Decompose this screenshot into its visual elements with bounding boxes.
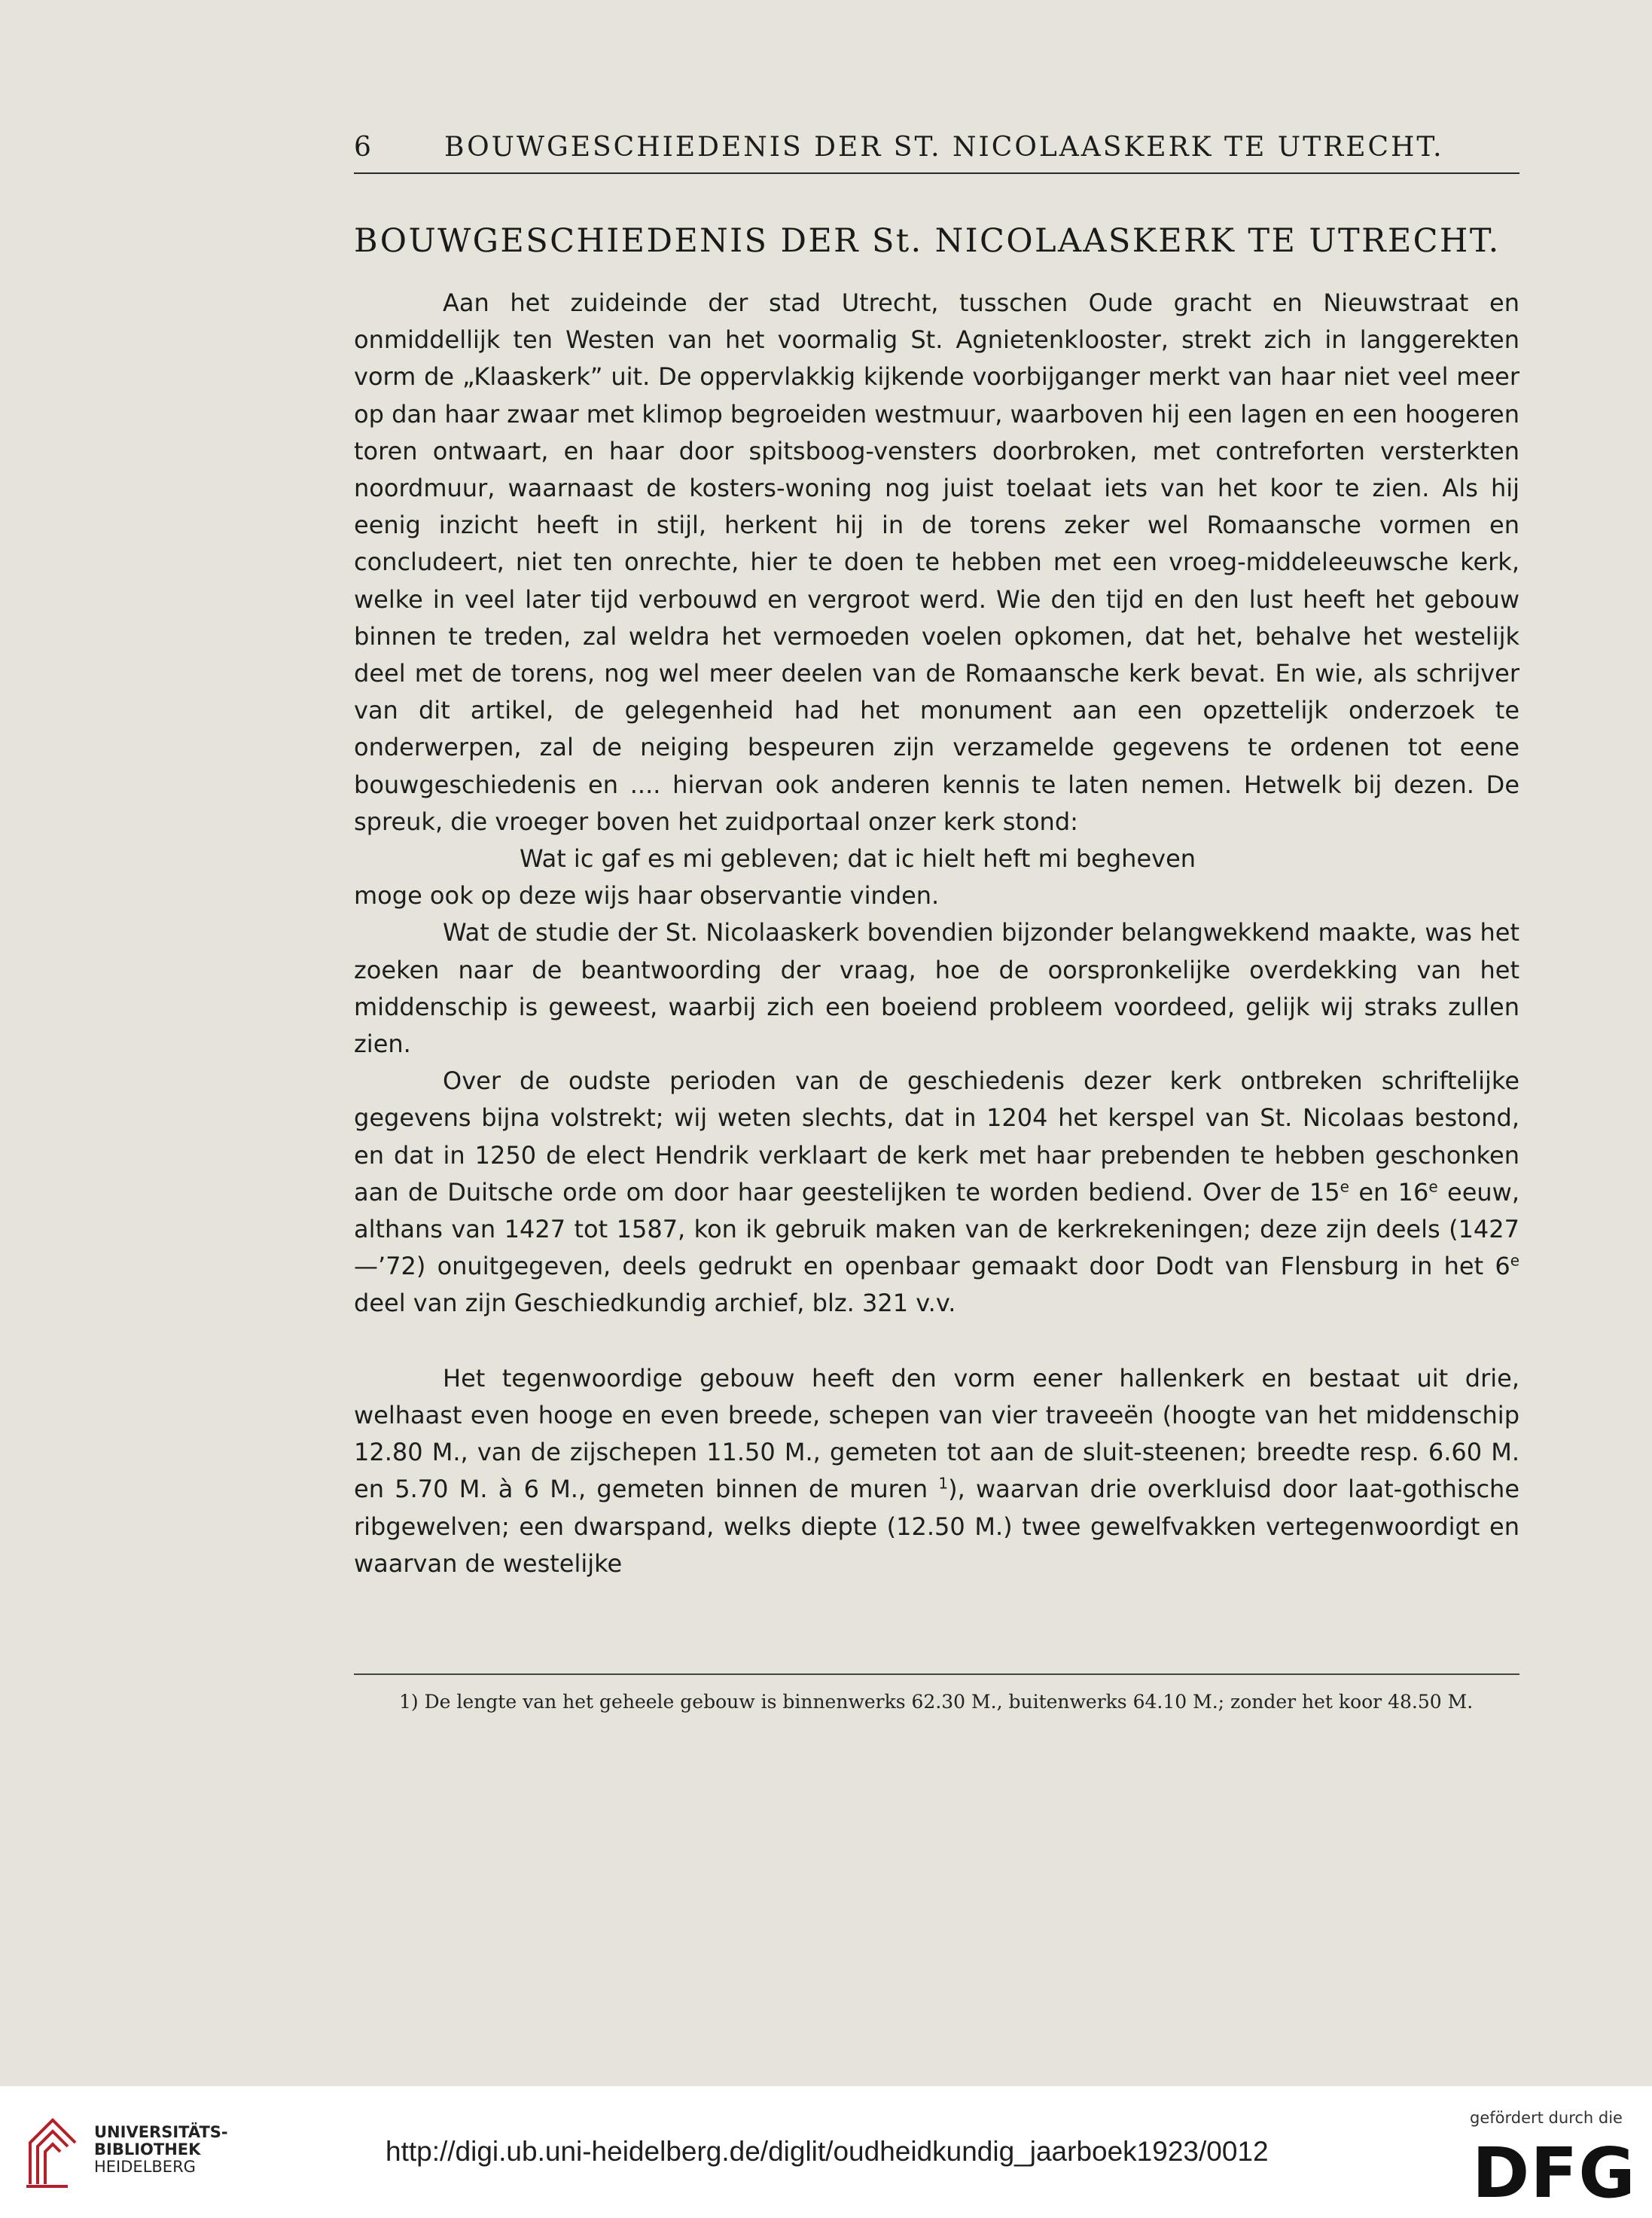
paragraph-3 [354, 1063, 1519, 1322]
running-title: BOUWGESCHIEDENIS DER ST. NICOLAASKERK TE UTRECHT. [444, 132, 1444, 163]
header-rule [354, 172, 1519, 174]
library-name-line-2: BIBLIOTHEK [94, 2140, 201, 2159]
paragraph-4-part-a: Het tegenwoordige gebouw heeft den vorm eener hallenkerk en bestaat uit drie, welhaast even hooge en even breede, schepen van vier traveeën (hoogte van het middenschip 12.80 M., van de zijschepen 11.50 M., gemeten tot aan de sluit-steenen; breedte resp. 6.60 M. en 5.70 M. à 6 M., gemeten binnen de muren [354, 1363, 1519, 1504]
paragraph-3-part-d: deel van zijn Geschiedkundig archief, blz. 321 v.v. [354, 1289, 956, 1318]
superscript-e: e [1510, 1251, 1519, 1270]
library-name-line-3: HEIDELBERG [94, 2158, 196, 2176]
superscript-e: e [1340, 1177, 1349, 1196]
paragraph-3-part-b: en 16 [1349, 1177, 1429, 1207]
quotation: Wat ic gaf es mi gebleven; dat ic hielt heft mi begheven [520, 844, 1196, 874]
article-title: BOUWGESCHIEDENIS DER St. NICOLAASKERK TE UTRECHT. [354, 222, 1501, 260]
library-name-line-1: UNIVERSITÄTS- [94, 2123, 228, 2141]
paragraph-3-part-c: eeuw, althans van 1427 tot 1587, kon ik gebruik maken van de kerkrekeningen; deze zijn deels (1427—’72) onuitgegeven, deels gedrukt en openbaar gemaakt door Dodt van Flensburg in het 6 [354, 1177, 1520, 1281]
dfg-logo: DFG [1472, 2133, 1636, 2213]
permalink-url[interactable]: http://digi.ub.uni-heidelberg.de/diglit/oudheidkundig_jaarboek1923/0012 [386, 2136, 1269, 2167]
paragraph-1-end: moge ook op deze wijs haar observantie vinden. [354, 881, 940, 911]
footnote-text: De lengte van het geheele gebouw is binnenwerks 62.30 M., buitenwerks 64.10 M.; zonder het koor 48.50 M. [418, 1691, 1474, 1713]
footnote-reference: 1 [938, 1474, 949, 1493]
paragraph-3-part-a: Over de oudste perioden van de geschiedenis dezer kerk ontbreken schriftelijke gegevens bijna volstrekt; wij weten slechts, dat in 1204 het kerspel van St. Nicolaas bestond, en dat in 1250 de elect Hendrik verklaart de kerk met haar prebenden te hebben geschonken aan de Duitsche orde om door haar geestelijken te worden bediend. Over de 15 [354, 1066, 1519, 1207]
footnote [354, 1687, 1519, 1717]
running-header [354, 132, 1519, 163]
funded-by-label: gefördert durch die [1470, 2109, 1623, 2127]
paragraph-2: Wat de studie der St. Nicolaaskerk bovendien bijzonder belangwekkend maakte, was het zoeken naar de beantwoording der vraag, hoe de oorspronkelijke overdekking van het middenschip is geweest, waarbij zich een boeiend probleem voordeed, gelijk wij straks zullen zien. [354, 918, 1519, 1059]
paragraph-4 [354, 1360, 1519, 1582]
footnote-marker: 1) [399, 1691, 419, 1713]
library-logo-icon [23, 2113, 83, 2188]
superscript-e: e [1428, 1177, 1438, 1196]
page-number: 6 [354, 132, 373, 163]
paragraph-1: Aan het zuideinde der stad Utrecht, tusschen Oude gracht en Nieuwstraat en onmiddellijk ten Westen van het voormalig St. Agnietenklooster, strekt zich in langgerekten vorm de „Klaaskerk” uit. De oppervlakkig kijkende voorbijganger merkt van haar niet veel meer op dan haar zwaar met klimop begroeiden westmuur, waarboven hij een lagen en een hoogeren toren ontwaart, en haar door spitsboog-vensters doorbroken, met contreforten versterkten noordmuur, waarnaast de kosters-woning nog juist toelaat iets van het koor te zien. Als hij eenig inzicht heeft in stijl, herkent hij in de torens zeker wel Romaansche vormen en concludeert, niet ten onrechte, hier te doen te hebben met een vroeg-middeleeuwsche kerk, welke in veel later tijd verbouwd en vergroot werd. Wie den tijd en den lust heeft het gebouw binnen te treden, zal weldra het vermoeden voelen opkomen, dat het, behalve het westelijk deel met de torens, nog wel meer deelen van de Romaansche kerk bevat. En wie, als schrijver van dit artikel, de gelegenheid had het monument aan een opzettelijk onderzoek te onderwerpen, zal de neiging bespeuren zijn verzamelde gegevens te ordenen tot eene bouwgeschiedenis en .... hiervan ook anderen kennis te laten nemen. Hetwelk bij dezen. De spreuk, die vroeger boven het zuidportaal onzer kerk stond: [354, 288, 1519, 836]
article-body [354, 285, 1519, 1582]
library-name [94, 2124, 228, 2176]
footnote-rule [354, 1673, 1519, 1675]
paragraph-4-part-b: ), waarvan drie overkluisd door laat-gothische ribgewelven; een dwarspand, welks diepte (12.50 M.) twee gewelfvakken vertegenwoordigt en waarvan de westelijke [354, 1475, 1520, 1578]
